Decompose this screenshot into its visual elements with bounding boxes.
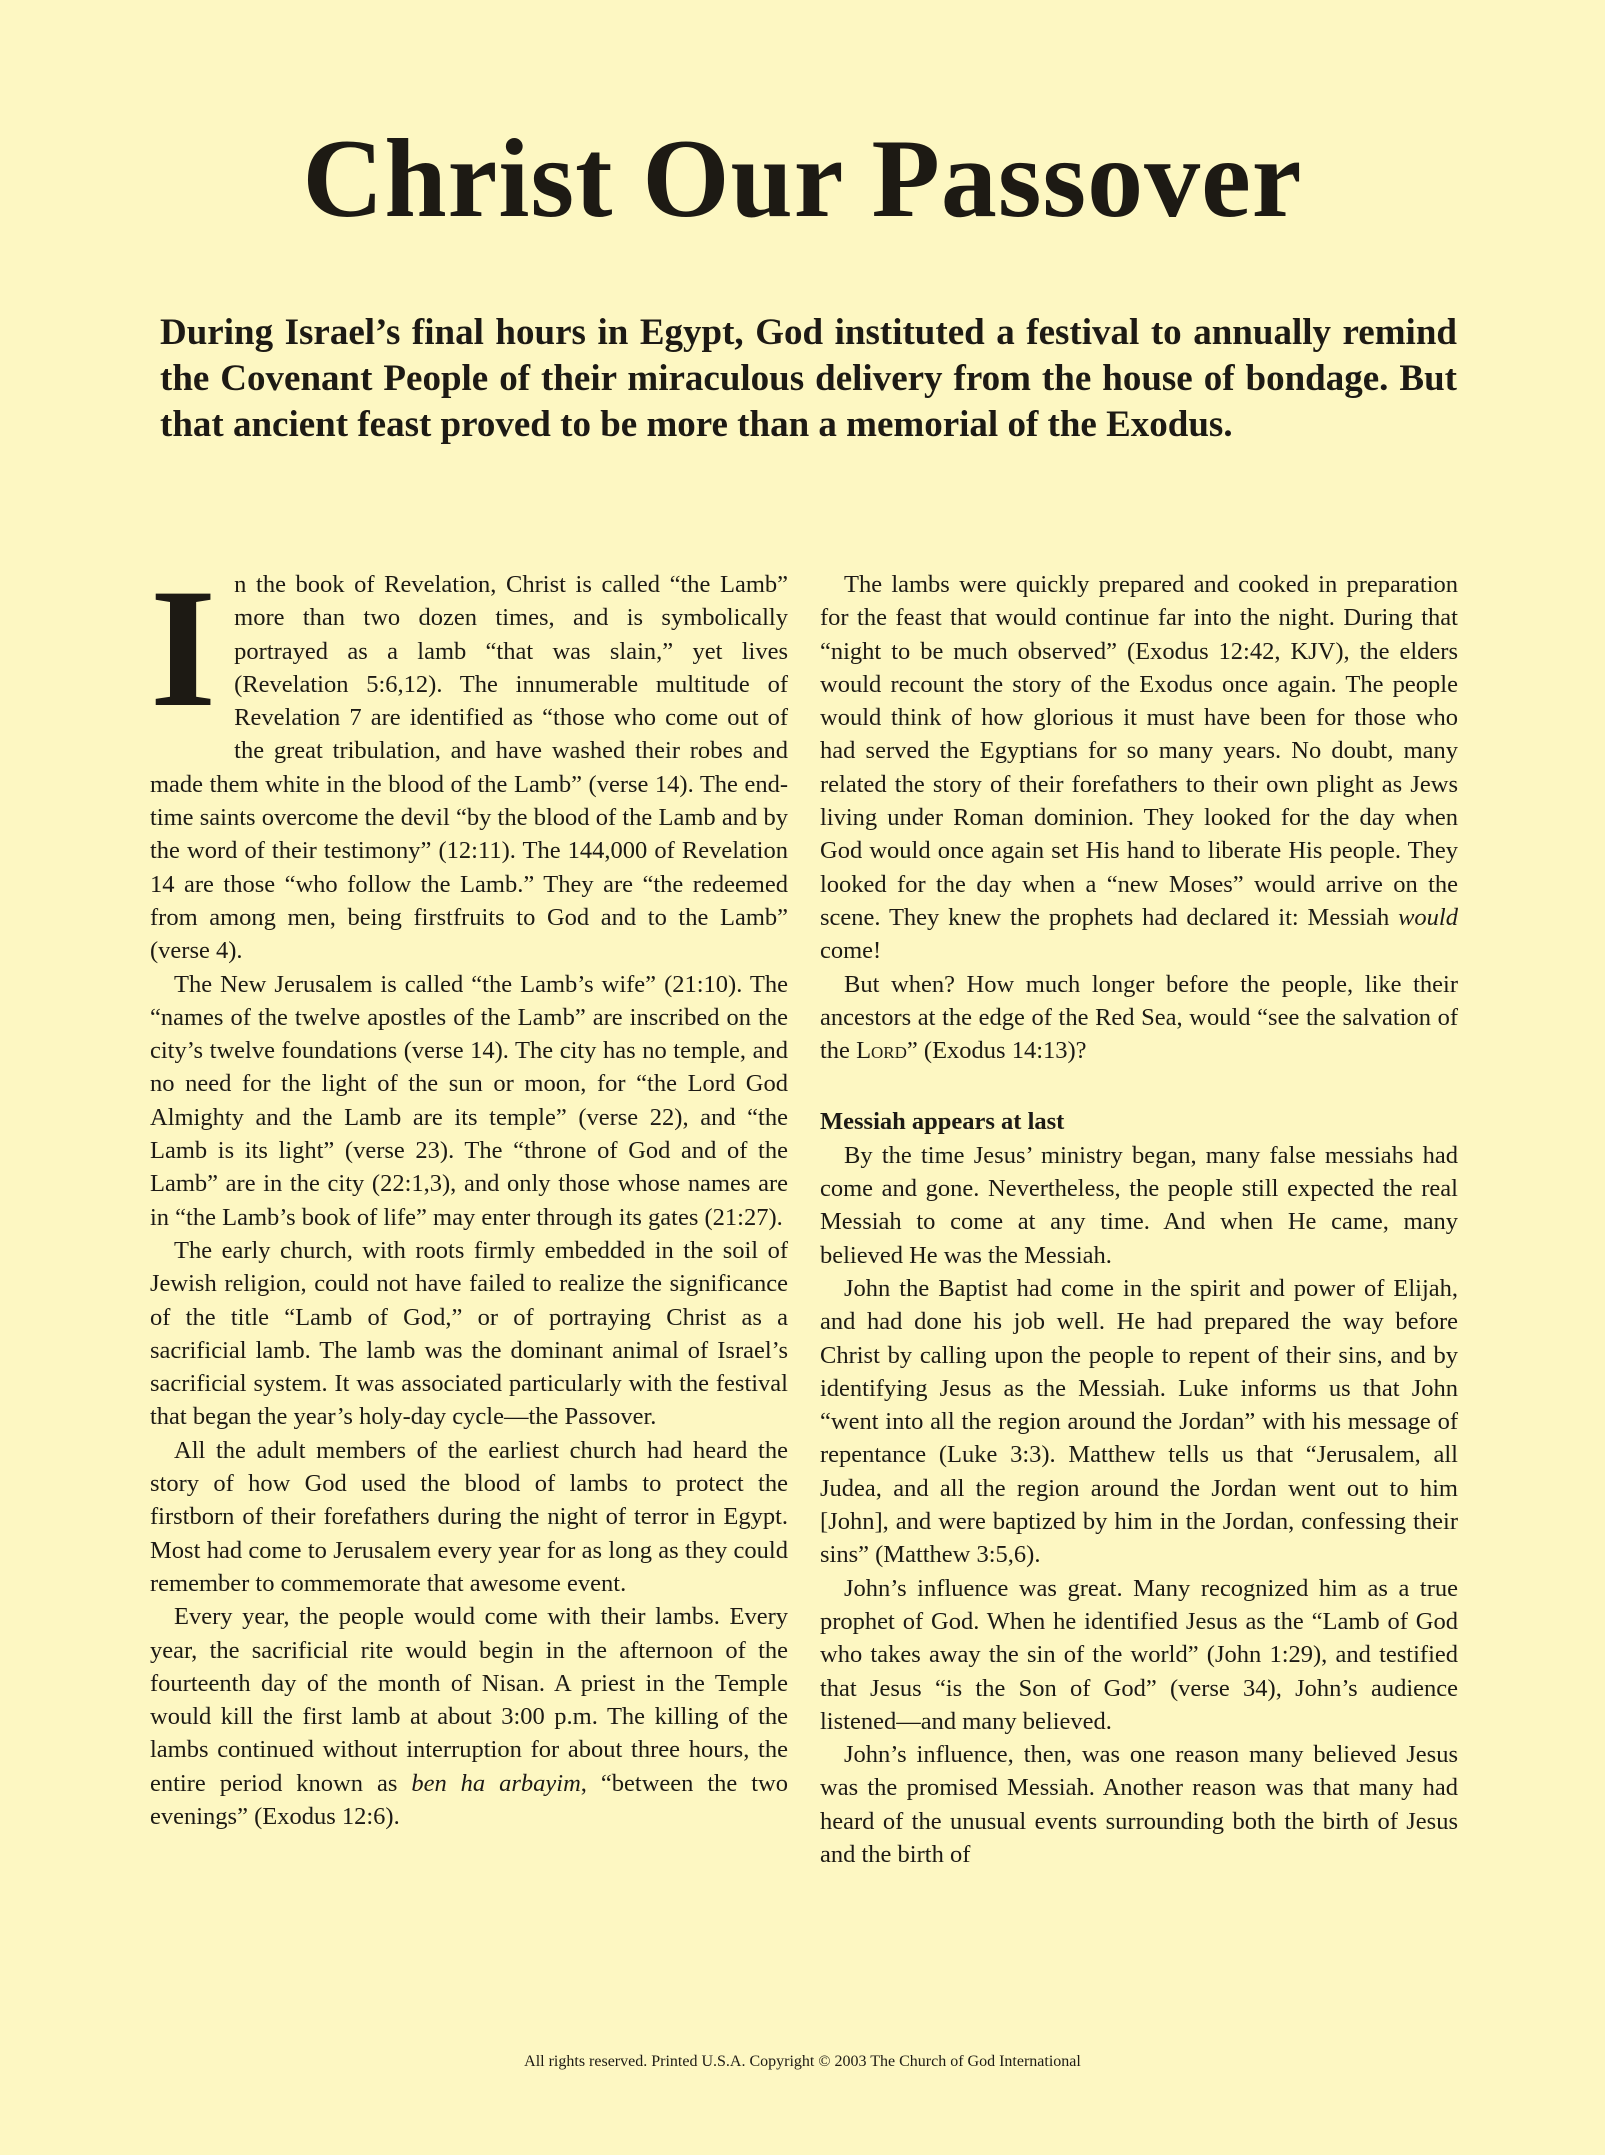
italic-term: ben ha arbayim <box>411 1769 581 1797</box>
small-caps-word: Lord <box>856 1037 907 1065</box>
paragraph <box>820 568 1458 968</box>
paragraph: John the Baptist had come in the spirit and power of Elijah, and had done his job well. He had prepared the way before Christ by calling upon the people to repent of their sins, and by identifying Jesus as the Messiah. Luke informs us that John “went into all the region around the Jordan” with his message of repentance (Luke 3:3). Matthew tells us that “Jerusalem, all Judea, and all the region around the Jordan went out to him [John], and were baptized by him in the Jordan, confessing their sins” (Matthew 3:5,6). <box>820 1274 1458 1569</box>
lede-paragraph: During Israel’s final hours in Egypt, God instituted a festival to annually remind the Covenant People of their miraculous delivery from the house of bondage. But that ancient feast proved to be more than a memorial of the Exodus. <box>160 312 1457 445</box>
paragraph-text: n the book of Revelation, Christ is called “the Lamb” more than two dozen times, and is symbolically portrayed as a lamb “that was slain,” yet lives (Revelation 5:6,12). The innumerable multitude of Revelation 7 are identified as “those who come out of the great tribulation, and have washed their robes and made them white in the blood of the Lamb” (verse 14). The end-time saints overcome the devil “by the blood of the Lamb and by the word of their testimony” (12:11). The 144,000 of Revelation 14 are those “who follow the Lamb.” They are “the redeemed from among men, being firstfruits to God and to the Lamb” (verse 4). <box>150 571 788 965</box>
italic-word: would <box>1398 903 1458 931</box>
paragraph-text: But when? How much longer before the people, like their ancestors at the edge of the Red Sea, would “see the salvation of the <box>820 970 1458 1065</box>
paragraph-text: come! <box>820 937 882 965</box>
paragraph: All the adult members of the earliest church had heard the story of how God used the blood of lambs to protect the firstborn of their forefathers during the night of terror in Egypt. Most had come to Jerusalem every year for as long as they could remember to commemorate that awesome event. <box>150 1436 788 1597</box>
page-title: Christ Our Passover <box>302 117 1303 241</box>
paragraph: John’s influence was great. Many recognized him as a true prophet of God. When he identified Jesus as the “Lamb of God who takes away the sin of the world” (John 1:29), and testified that Jesus “is the Son of God” (verse 34), John’s audience listened—and many believed. <box>820 1574 1458 1735</box>
paragraph-text: ” (Exodus 14:13)? <box>906 1037 1087 1065</box>
paragraph: By the time Jesus’ ministry began, many false messiahs had come and gone. Nevertheless, the people still expected the real Messiah to come at any time. And when He came, many believed He was the Messiah. <box>820 1141 1458 1269</box>
paragraph-text: Every year, the people would come with their lambs. Every year, the sacrificial rite would begin in the afternoon of the fourteenth day of the month of Nisan. A priest in the Temple would kill the first lamb at about 3:00 p.m. The killing of the lambs continued without interruption for about three hours, the entire period known as <box>150 1603 788 1797</box>
right-column <box>820 568 1458 1871</box>
drop-cap: I <box>150 554 217 742</box>
paragraph: John’s influence, then, was one reason many believed Jesus was the promised Messiah. Another reason was that many had heard of the unusual events surrounding both the birth of Jesus and the birth of <box>820 1741 1458 1868</box>
paragraph <box>820 968 1458 1068</box>
paragraph-text: The lambs were quickly prepared and cooked in preparation for the feast that would continue far into the night. During that “night to be much observed” (Exodus 12:42, KJV), the elders would recount the story of the Exodus once again. The people would think of how glorious it must have been for those who had served the Egyptians for so many years. No doubt, many related the story of their forefathers to their own plight as Jews living under Roman dominion. They looked for the day when God would once again set His hand to liberate His people. They looked for the day when a “new Moses” would arrive on the scene. They knew the prophets had declared it: Messiah <box>820 571 1458 931</box>
paragraph: The New Jerusalem is called “the Lamb’s wife” (21:10). The “names of the twelve apostles of the Lamb” are inscribed on the city’s twelve foundations (verse 14). The city has no temple, and no need for the light of the sun or moon, for “the Lord God Almighty and the Lamb are its temple” (verse 22), and “the Lamb is its light” (verse 23). The “throne of God and of the Lamb” are in the city (22:1,3), and only those whose names are in “the Lamb’s book of life” may enter through its gates (21:27). <box>150 970 788 1231</box>
left-column <box>150 554 788 1833</box>
paragraph-text: , “between the two evenings” (Exodus 12:6). <box>150 1769 788 1830</box>
paragraph <box>150 554 788 968</box>
paragraph: The early church, with roots firmly embedded in the soil of Jewish religion, could not have failed to realize the significance of the title “Lamb of God,” or of portraying Christ as a sacrificial lamb. The lamb was the dominant animal of Israel’s sacrificial system. It was associated particularly with the festival that began the year’s holy-day cycle—the Passover. <box>150 1236 788 1431</box>
section-heading: Messiah appears at last <box>820 1108 1065 1136</box>
copyright-footer: All rights reserved. Printed U.S.A. Copyright © 2003 The Church of God International <box>524 2053 1081 2070</box>
paragraph <box>150 1600 788 1833</box>
